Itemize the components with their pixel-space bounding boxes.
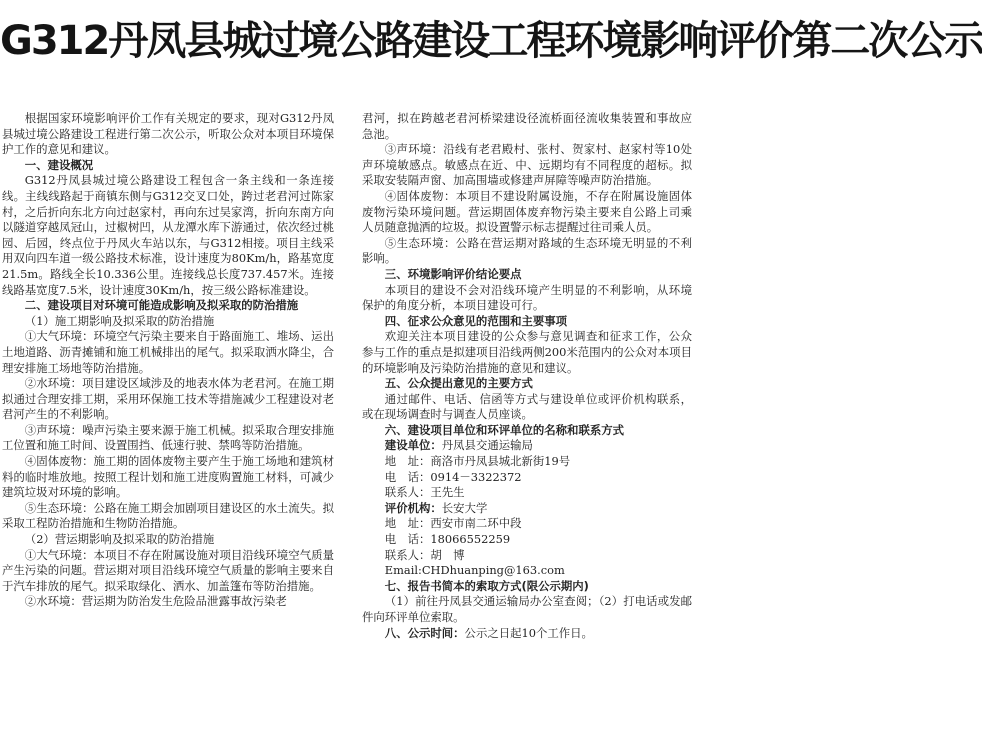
operation-air: ①大气环境：本项目不存在附属设施对项目沿线环境空气质量产生污染的问题。营运期对项目沿线环境空气质量的影响主要来自于汽车排放的尾气。拟采取绿化、洒水、加盖篷布等防治措施。 <box>2 547 334 593</box>
scope-paragraph: 欢迎关注本项目建设的公众参与意见调查和征求工作，公众参与工作的重点是拟建项目沿线两侧200米范围内的公众对本项目的环境影响及污染防治措施的意见和建议。 <box>362 329 692 375</box>
notice-period-label: 八、公示时间： <box>384 625 465 640</box>
left-column <box>2 111 334 610</box>
construction-ecology: ⑤生态环境：公路在施工期会加剧项目建设区的水土流失。拟采取工程防治措施和生物防治措施。 <box>2 500 334 531</box>
section-heading-scope: 四、征求公众意见的范围和主要事项 <box>384 313 568 328</box>
construction-solid-waste: ④固体废物：施工期的固体废物主要产生于施工场地和建筑材料的临时堆放地。按照工程计划和施工进度购置施工材料，可减少建筑垃圾对环境的影响。 <box>2 454 334 500</box>
notice-period-value: 公示之日起10个工作日。 <box>464 625 593 640</box>
construction-subheading: （1）施工期影响及拟采取的防治措施 <box>24 313 215 328</box>
obtain-paragraph: （1）前往丹凤县交通运输局办公室查阅；（2）打电话或发邮件向环评单位索取。 <box>362 594 692 624</box>
right-column <box>362 111 692 641</box>
notice-title: G312丹凤县城过境公路建设工程环境影响评价第二次公示 <box>0 18 982 64</box>
overview-paragraph: G312丹凤县城过境公路建设工程包含一条主线和一条连接线。主线线路起于商镇东侧与G312交叉口处，跨过老君河过陈家村，之后折向东北方向过赵家村，再向东过吴家湾，折向东南方向以隧道穿越凤冠山，过椒树凹，从龙潭水库下游通过，依次经过桃园、后园，终点位于丹凤火车站以东，与G312相接。项目主线采用双向四车道一级公路技术标准，设计速度为80Km/h，路基宽度21.5m。路线全长10.336公里。连接线总长度737.457米。连接线路基宽度7.5米，设计速度30Km/h，按三级公路标准建设。 <box>2 173 334 297</box>
operation-ecology: ⑤生态环境：公路在营运期对路域的生态环境无明显的不利影响。 <box>362 235 692 266</box>
methods-paragraph: 通过邮件、电话、信函等方式与建设单位或评价机构联系，或在现场调查时与调查人员座谈。 <box>362 391 692 422</box>
section-heading-conclusion: 三、环境影响评价结论要点 <box>384 266 522 281</box>
construction-air: ①大气环境：环境空气污染主要来自于路面施工、堆场、运出土地道路、沥青摊铺和施工机械排出的尾气。拟采取洒水降尘，合理安排施工场地等防治措施。 <box>2 329 334 375</box>
section-heading-obtain: 七、报告书简本的索取方式(限公示期内) <box>384 578 589 593</box>
owner-phone: 电 话：0914－3322372 <box>384 469 522 484</box>
operation-water-end: 君河，拟在跨越老君河桥梁建设径流桥面径流收集装置和事故应急池。 <box>362 111 692 141</box>
notice-period-line <box>362 626 692 642</box>
owner-address: 地 址：商洛市丹凤县城北新街19号 <box>384 454 571 469</box>
eval-contact: 联系人：胡 博 <box>384 547 465 562</box>
eval-label: 评价机构： <box>384 500 442 515</box>
operation-subheading: （2）营运期影响及拟采取的防治措施 <box>24 532 215 547</box>
eval-name: 长安大学 <box>441 500 488 515</box>
section-heading-overview: 一、建设概况 <box>24 157 94 172</box>
construction-noise: ③声环境：噪声污染主要来源于施工机械。拟采取合理安排施工位置和施工时间、设置围挡、低速行驶、禁鸣等防治措施。 <box>2 422 334 453</box>
operation-water-start: ②水环境：营运期为防治发生危险品泄露事故污染老 <box>24 594 287 609</box>
owner-name: 丹凤县交通运输局 <box>441 438 533 453</box>
operation-noise: ③声环境：沿线有老君殿村、张村、贺家村、赵家村等10处声环境敏感点。敏感点在近、中、远期均有不同程度的超标。拟采取安装隔声窗、加高围墙或修建声屏障等噪声防治措施。 <box>362 142 692 188</box>
section-heading-methods: 五、公众提出意见的主要方式 <box>384 376 533 391</box>
intro-paragraph: 根据国家环境影响评价工作有关规定的要求，现对G312丹凤县城过境公路建设工程进行第二次公示，听取公众对本项目环境保护工作的意见和建议。 <box>2 111 334 157</box>
section-heading-contacts: 六、建设项目单位和环评单位的名称和联系方式 <box>384 422 625 437</box>
owner-contact: 联系人：王先生 <box>384 485 465 500</box>
eval-address: 地 址：西安市南二环中段 <box>384 516 522 531</box>
conclusion-paragraph: 本项目的建设不会对沿线环境产生明显的不利影响，从环境保护的角度分析，本项目建设可行。 <box>362 282 692 313</box>
section-heading-impacts: 二、建设项目对环境可能造成影响及拟采取的防治措施 <box>24 298 299 313</box>
owner-label: 建设单位： <box>384 438 442 453</box>
owner-line <box>362 438 692 454</box>
eval-email: Email:CHDhuanping@163.com <box>384 563 565 578</box>
eval-phone: 电 话：18066552259 <box>384 532 511 547</box>
construction-water: ②水环境：项目建设区域涉及的地表水体为老君河。在施工期拟通过合理安排工期，采用环保施工技术等措施减少工程建设对老君河产生的不利影响。 <box>2 376 334 422</box>
operation-solid-waste: ④固体废物：本项目不建设附属设施，不存在附属设施固体废物污染环境问题。营运期固体废弃物污染主要来自公路上司乘人员随意抛洒的垃圾。拟设置警示标志提醒过往司乘人员。 <box>362 188 692 235</box>
eval-line <box>362 501 692 517</box>
